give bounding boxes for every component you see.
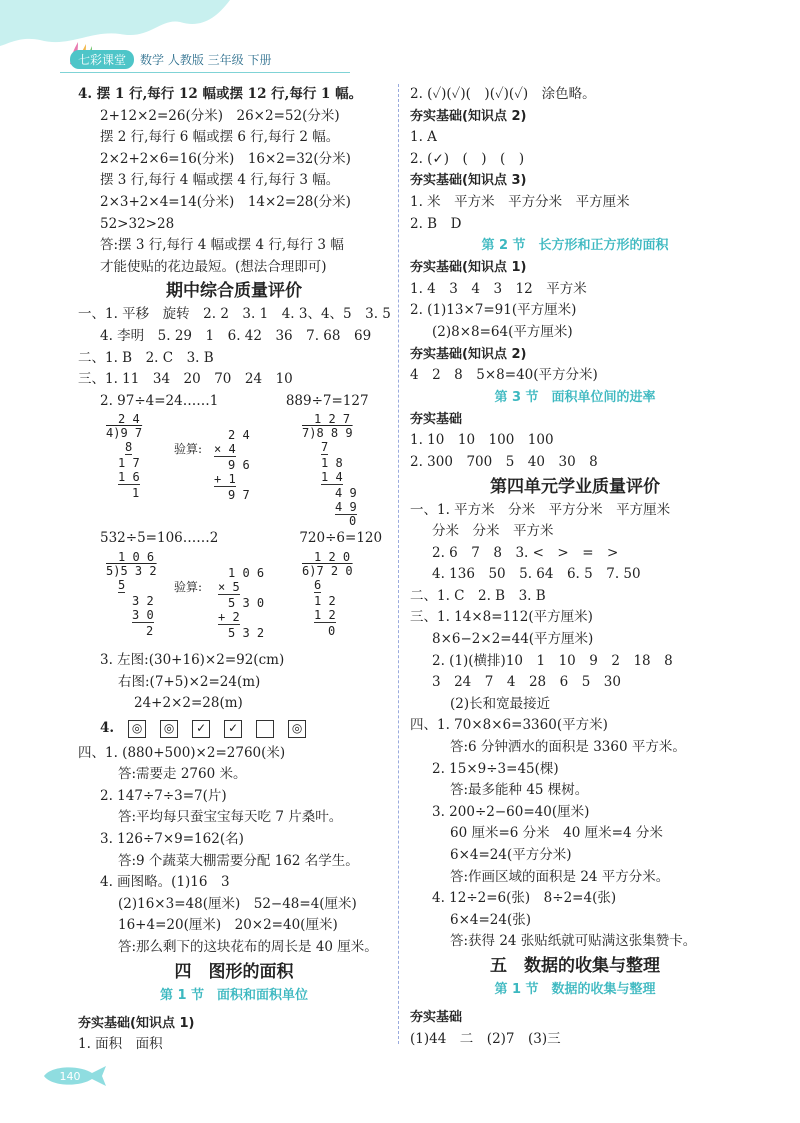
answer-line: 三、1. 11 34 20 70 24 10 <box>78 371 293 388</box>
subsection-heading: 夯实基础(知识点 2) <box>410 108 527 124</box>
division-step: 8 <box>125 440 133 455</box>
right-column <box>410 84 740 1050</box>
check-label: 验算: <box>174 442 203 457</box>
section-subtitle: 第 2 节 长方形和正方形的面积 <box>481 238 669 254</box>
check-step: 9 6 <box>228 458 250 473</box>
check-step: 5 3 2 <box>228 625 265 640</box>
unit-title: 四 图形的面积 <box>174 961 294 982</box>
answer-line: 4. 摆 1 行,每行 12 幅或摆 12 行,每行 1 幅。 <box>78 86 363 102</box>
subsection-heading: 夯实基础(知识点 2) <box>410 346 527 362</box>
answer-line: 2×2+2×6=16(分米) 16×2=32(分米) <box>100 150 351 167</box>
answer-line: 一、1. 平移 旋转 2. 2 3. 1 4. 3、4、5 3. 5 <box>78 306 391 323</box>
division-remainder: 0 <box>328 623 336 638</box>
answer-line: 一、1. 平方米 分米 平方分米 平方厘米 <box>410 501 671 518</box>
unit-title: 五 数据的收集与整理 <box>490 955 660 976</box>
answer-line: (1)44 二 (2)7 (3)三 <box>410 1030 561 1047</box>
answer-line: 2. (1)(横排)10 1 10 9 2 18 8 <box>432 652 673 669</box>
check-step: 5 3 0 <box>228 595 265 610</box>
division-step: 4 9 <box>335 486 357 501</box>
answer-line: 3. 200÷2−60=40(厘米) <box>432 803 590 820</box>
answer-line: 摆 3 行,每行 4 幅或摆 4 行,每行 3 幅。 <box>100 172 340 189</box>
subsection-heading: 夯实基础(知识点 3) <box>410 173 527 189</box>
answer-line: 答:那么剩下的这块花布的周长是 40 厘米。 <box>118 939 378 956</box>
answer-line: 三、1. 14×8=112(平方厘米) <box>410 609 593 626</box>
answer-line: 6×4=24(张) <box>450 911 532 928</box>
division-step: 3 0 <box>132 607 154 622</box>
answer-line: (2)8×8=64(平方厘米) <box>432 323 573 340</box>
section-subtitle: 第 1 节 面积和面积单位 <box>159 987 309 1003</box>
answer-line: 右图:(7+5)×2=24(m) <box>118 673 261 690</box>
answer-line: 答:获得 24 张贴纸就可贴满这张集赞卡。 <box>450 933 697 950</box>
answer-line: 2. (✓)(✓)( )(✓)(✓) 涂色略。 <box>410 86 596 102</box>
answer-line: 2. 300 700 5 40 30 8 <box>410 453 598 470</box>
division-step: 4 9 <box>335 500 357 515</box>
answer-line: 24+2×2=28(m) <box>134 695 243 712</box>
division-step: 1 7 <box>118 456 140 471</box>
division-step: 1 2 <box>314 607 336 622</box>
division-step: 6 <box>314 577 322 592</box>
subsection-heading: 夯实基础(知识点 1) <box>410 260 527 276</box>
answer-line: 2×3+2×4=14(分米) 14×2=28(分米) <box>100 193 351 210</box>
answer-line: 1. 面积 面积 <box>78 1036 163 1053</box>
answer-line: 1. 10 10 100 100 <box>410 432 554 449</box>
answer-line: 才能使贴的花边最短。(想法合理即可) <box>100 258 327 275</box>
answer-box: ✓ <box>224 720 242 738</box>
answer-line: 60 厘米=6 分米 40 厘米=4 分米 <box>450 825 663 842</box>
page-number-badge <box>40 1063 110 1089</box>
brand-badge: 七彩课堂 <box>70 50 134 69</box>
answer-line: 3. 126÷7×9=162(名) <box>100 831 244 848</box>
shape-answers <box>78 715 390 743</box>
section-title: 期中综合质量评价 <box>166 281 302 302</box>
long-division-block <box>78 412 390 529</box>
division-remainder: 0 <box>349 514 357 529</box>
check-step: + 2 <box>218 609 240 624</box>
section-subtitle: 第 3 节 面积单位间的进率 <box>494 389 656 405</box>
check-step: × 4 <box>214 442 236 457</box>
answer-line: 二、1. C 2. B 3. B <box>410 587 546 604</box>
answer-line: 2. 6 7 8 3. < > = > <box>432 544 619 561</box>
division-step: 3 2 <box>132 593 154 608</box>
answer-line: 2. 97÷4=24……1 889÷7=127 <box>100 392 369 409</box>
answer-line: (2)长和宽最接近 <box>450 695 551 712</box>
header-rule <box>60 72 350 73</box>
answer-line: 2. 15×9÷3=45(棵) <box>432 760 559 777</box>
answer-line: 答:作画区域的面积是 24 平方分米。 <box>450 868 670 885</box>
answer-line: 2+12×2=26(分米) 26×2=52(分米) <box>100 107 340 124</box>
answer-line: 4. 136 50 5. 64 6. 5 7. 50 <box>432 566 641 583</box>
division-quotient: 2 4 <box>118 412 140 427</box>
question-number: 4. <box>100 719 115 736</box>
answer-line: 6×4=24(平方分米) <box>450 847 572 863</box>
answer-line: 2. 147÷7÷3=7(片) <box>100 787 227 804</box>
answer-line: 答:摆 3 行,每行 4 幅或摆 4 行,每行 3 幅 <box>100 237 344 254</box>
division-dividend: 5)5 3 2 <box>106 563 157 578</box>
answer-line: 4. 12÷2=6(张) 8÷2=4(张) <box>432 890 617 907</box>
page-number: 140 <box>59 1070 81 1083</box>
answer-line: 答:9 个蔬菜大棚需要分配 162 名学生。 <box>118 852 359 869</box>
long-division-block <box>78 550 390 650</box>
answer-line: 4. 李明 5. 29 1 6. 42 36 7. 68 69 <box>100 327 372 344</box>
division-dividend: 4)9 7 <box>106 426 143 441</box>
division-step: 1 8 <box>321 456 343 471</box>
answer-line: 1. 4 3 4 3 12 平方米 <box>410 280 587 297</box>
answer-box: ✓ <box>192 720 210 738</box>
answer-line: 答:最多能种 45 棵树。 <box>450 782 589 799</box>
answer-line: 4. 画图略。(1)16 3 <box>100 874 230 891</box>
answer-box: ◎ <box>288 720 306 738</box>
check-step: 1 0 6 <box>228 565 265 580</box>
answer-line: 532÷5=106……2 720÷6=120 <box>100 530 383 547</box>
column-divider <box>398 84 399 1044</box>
division-quotient: 1 2 0 <box>314 549 351 564</box>
answer-box: ◎ <box>160 720 178 738</box>
check-step: 2 4 <box>228 428 250 443</box>
answer-line: 3. 左图:(30+16)×2=92(cm) <box>100 651 285 668</box>
division-remainder: 2 <box>146 623 154 638</box>
page-header <box>70 50 271 69</box>
division-step: 1 2 <box>314 593 336 608</box>
check-label: 验算: <box>174 579 203 594</box>
subsection-heading: 夯实基础 <box>410 411 463 427</box>
answer-line: 四、1. 70×8×6=3360(平方米) <box>410 717 608 734</box>
answer-line: 2. (1)13×7=91(平方厘米) <box>410 302 577 319</box>
answer-line: 答:平均每只蚕宝宝每天吃 7 片桑叶。 <box>118 809 343 826</box>
answer-line: 答:6 分钟洒水的面积是 3360 平方米。 <box>450 739 686 756</box>
answer-line: 答:需要走 2760 米。 <box>118 766 247 783</box>
division-step: 1 6 <box>118 470 140 485</box>
answer-line: 1. 米 平方米 平方分米 平方厘米 <box>410 193 630 210</box>
division-quotient: 1 2 7 <box>314 412 351 427</box>
section-title: 第四单元学业质量评价 <box>490 476 660 497</box>
division-dividend: 7)8 8 9 <box>302 426 353 441</box>
check-step: 9 7 <box>228 488 250 503</box>
check-step: × 5 <box>218 579 240 594</box>
answer-line: (2)16×3=48(厘米) 52−48=4(厘米) <box>118 895 357 912</box>
answer-line: 2. (✓) ( ) ( ) <box>410 150 525 167</box>
division-dividend: 6)7 2 0 <box>302 563 353 578</box>
check-step: + 1 <box>214 472 236 487</box>
subsection-heading: 夯实基础 <box>410 1009 463 1025</box>
answer-line: 分米 分米 平方米 <box>432 523 554 540</box>
answer-line: 2. B D <box>410 215 462 232</box>
answer-line: 8×6−2×2=44(平方厘米) <box>432 631 594 648</box>
answer-line: 3 24 7 4 28 6 5 30 <box>432 674 621 691</box>
answer-line: 1. A <box>410 129 437 146</box>
division-remainder: 1 <box>132 486 140 501</box>
division-quotient: 1 0 6 <box>118 549 155 564</box>
answer-line: 四、1. (880+500)×2=2760(米) <box>78 744 286 761</box>
answer-line: 4 2 8 5×8=40(平方分米) <box>410 367 598 384</box>
answer-line: 16+4=20(厘米) 20×2=40(厘米) <box>118 917 338 934</box>
answer-box: ◎ <box>128 720 146 738</box>
answer-line: 摆 2 行,每行 6 幅或摆 6 行,每行 2 幅。 <box>100 129 340 146</box>
division-step: 7 <box>321 440 329 455</box>
division-step: 1 4 <box>321 470 343 485</box>
answer-box <box>256 720 274 738</box>
book-meta: 数学 人教版 三年级 下册 <box>140 53 272 67</box>
subsection-heading: 夯实基础(知识点 1) <box>78 1015 195 1031</box>
answer-line: 二、1. B 2. C 3. B <box>78 349 214 366</box>
answer-line: 52>32>28 <box>100 215 175 232</box>
section-subtitle: 第 1 节 数据的收集与整理 <box>494 981 656 997</box>
division-step: 5 <box>118 577 126 592</box>
left-column <box>78 84 390 1056</box>
